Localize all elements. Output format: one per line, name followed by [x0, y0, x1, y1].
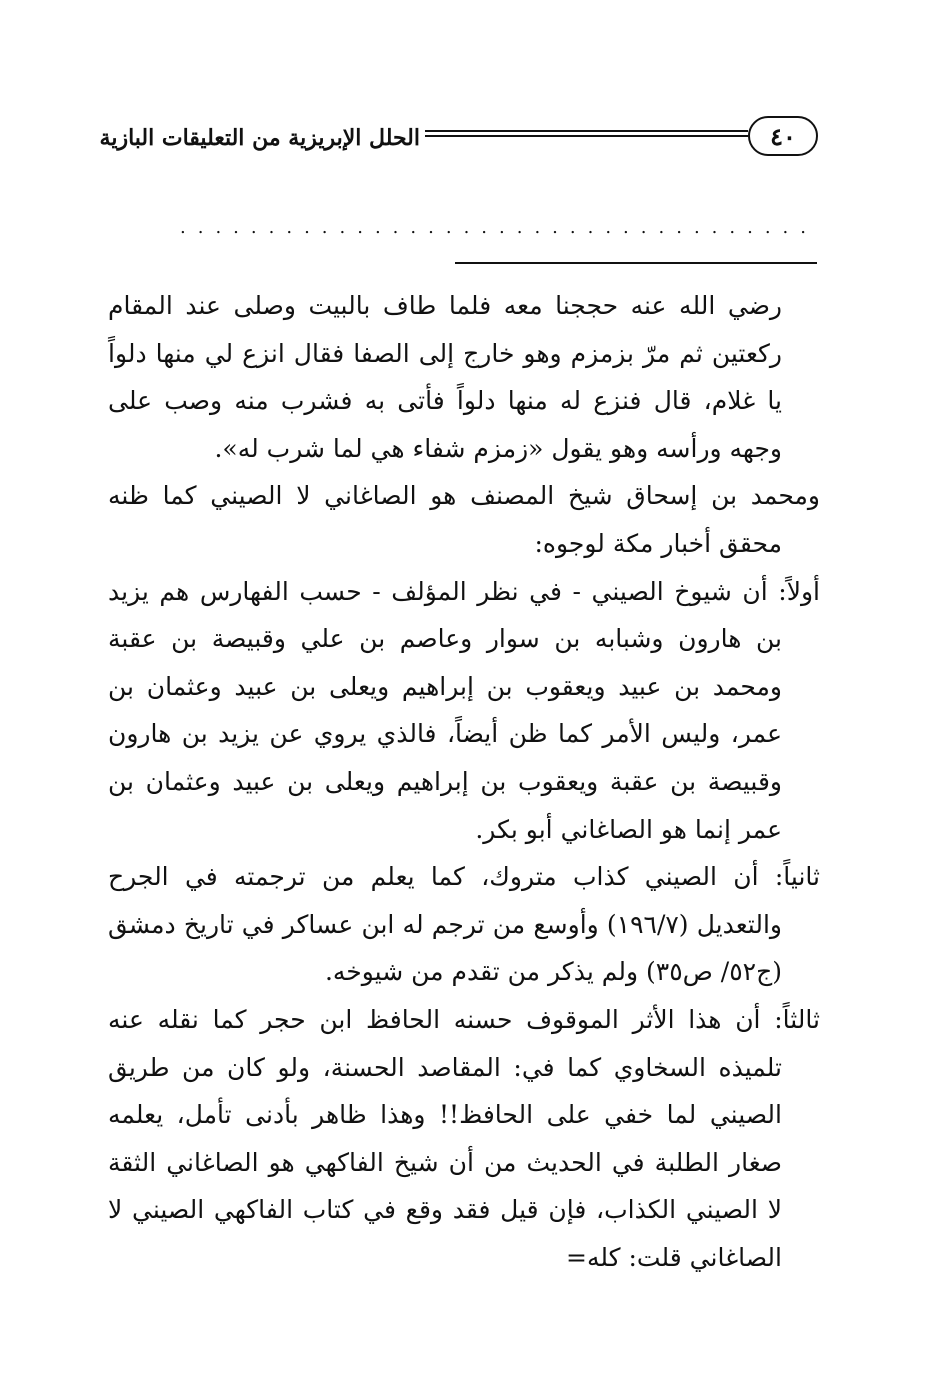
page-header — [0, 0, 952, 200]
page-number: ٤٠ — [748, 116, 818, 156]
main-text — [108, 282, 820, 1281]
paragraph-third: ثالثاً: أن هذا الأثر الموقوف حسنه الحافظ ابن حجر كما نقله عنه تلميذه السخاوي كما في: المقاصد الحسنة، ولو كان من طريق الصيني لما خفي على الحافظ!! وهذا ظاهر بأدنى تأمل، يعلمه صغار الطلبة في الحديث من أن شيخ الفاكهي هو الصاغاني الثقة لا الصيني الكذاب، فإن قيل فقد وقع في كتاب الفاكهي الصيني لا الصاغاني قلت: كله= — [108, 1004, 820, 1272]
header-rule — [425, 130, 748, 142]
paragraph-first: أولاً: أن شيوخ الصيني - في نظر المؤلف - حسب الفهارس هم يزيد بن هارون وشبابه بن سوار وعاصم بن علي وقبيصة بن عقبة ومحمد بن عبيد ويعقوب بن إبراهيم ويعلى بن عبيد وعثمان بن عمر، وليس الأمر كما ظن أيضاً، فالذي يروي عن يزيد بن هارون وقبيصة بن عقبة ويعقوب بن إبراهيم ويعلى بن عبيد وعثمان بن عمر إنما هو الصاغاني أبو بكر. — [108, 576, 820, 844]
footnote-rule — [455, 262, 817, 264]
paragraph-quote: رضي الله عنه حججنا معه فلما طاف بالبيت وصلى عند المقام ركعتين ثم مرّ بزمزم وهو خارج إلى الصفا فقال انزع لي منها دلواً يا غلام، قال فنزع له منها دلواً فأتى به فشرب منه وصب على وجهه ورأسه وهو يقول «زمزم شفاء هي لما شرب له». — [108, 291, 782, 463]
dotted-separator: .................................... — [180, 218, 818, 238]
paragraph-intro: ومحمد بن إسحاق شيخ المصنف هو الصاغاني لا الصيني كما ظنه محقق أخبار مكة لوجوه: — [108, 481, 820, 558]
paragraph-second: ثانياً: أن الصيني كذاب متروك، كما يعلم من ترجمته في الجرح والتعديل (١٩٦/٧) وأوسع من ترجم له ابن عساكر في تاريخ دمشق (ج٥٢/ ص٣٥) ولم يذكر من تقدم من شيوخه. — [108, 862, 820, 987]
running-title: الحلل الإبريزية من التعليقات البازية — [99, 125, 420, 151]
